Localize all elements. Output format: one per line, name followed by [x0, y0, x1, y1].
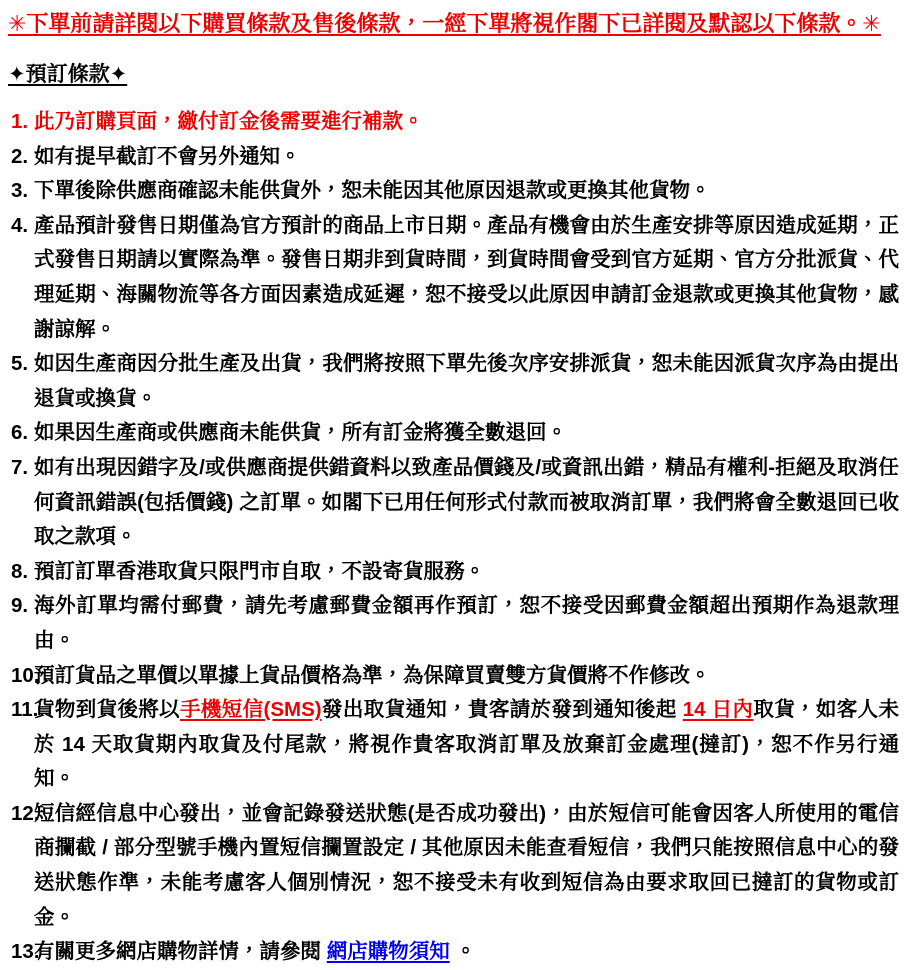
term-text: 有關更多網店購物詳情，請參閱 [34, 940, 327, 964]
terms-list [6, 105, 899, 970]
term-text: 海外訂單均需付郵費，請先考慮郵費金額再作預訂，恕不接受因郵費金額超出預期作為退款理由。 [34, 594, 899, 652]
pre-order-warning-header: ✳下單前請詳閱以下購買條款及售後條款，一經下單將視作閣下已詳閱及默認以下條款。✳ [8, 11, 881, 36]
term-item [11, 935, 899, 970]
shop-notice-link[interactable]: 網店購物須知 [326, 940, 450, 964]
term-text: 貨物到貨後將以 [34, 698, 181, 722]
term-item [11, 693, 899, 797]
term-item [11, 659, 899, 694]
red-highlight: 手機短信(SMS) [180, 698, 322, 722]
term-item [11, 451, 899, 555]
term-item [11, 209, 899, 347]
term-text: 預訂訂單香港取貨只限門市自取，不設寄貨服務。 [34, 559, 485, 583]
term-text: 。 [449, 940, 476, 964]
term-text: 如因生產商因分批生產及出貨，我們將按照下單先後次序安排派貨，恕未能因派貨次序為由提出退貨或換貨。 [34, 352, 899, 410]
term-text: 此乃訂購頁面，繳付訂金後需要進行補款。 [34, 110, 424, 133]
term-item [11, 555, 899, 590]
term-text: 預訂貨品之單價以單據上貨品價格為準，為保障買賣雙方貨價將不作修改。 [34, 663, 711, 687]
term-text: 如有出現因錯字及/或供應商提供錯資料以致產品價錢及/或資訊出錯，精品有權利-拒絕及取消任何資訊錯誤(包括價錢) 之訂單。如閣下已用任何形式付款而被取消訂單，我們將會全數退回已收取之款項。 [34, 455, 899, 549]
term-text: 發出取貨通知，貴客請於發到通知後起 [321, 698, 683, 722]
term-text: 如有提早截訂不會另外通知。 [34, 144, 301, 168]
term-text: 下單後除供應商確認未能供貨外，恕未能因其他原因退款或更換其他貨物。 [34, 179, 711, 203]
red-highlight: 14 日內 [682, 698, 754, 722]
term-item [11, 797, 899, 935]
term-item [11, 174, 899, 209]
term-text: 取貨，如客人未於 14 天取貨期內取貨及付尾款，將視作貴客取消訂單及放棄訂金處理(撻訂)，恕不作另行通知。 [34, 698, 900, 791]
term-item [11, 347, 899, 416]
term-item [11, 105, 899, 140]
term-text: 產品預計發售日期僅為官方預計的商品上市日期。產品有機會由於生產安排等原因造成延期，正式發售日期請以實際為準。發售日期非到貨時間，到貨時間會受到官方延期、官方分批派貨、代理延期、海關物流等各方面因素造成延遲，恕不接受以此原因申請訂金退款或更換其他貨物，感謝諒解。 [34, 213, 899, 341]
term-text: 如果因生產商或供應商未能供貨，所有訂金將獲全數退回。 [34, 421, 567, 445]
term-item [11, 589, 899, 658]
term-item [11, 140, 899, 175]
section-title-preorder-terms: ✦預訂條款✦ [8, 63, 128, 86]
term-item [11, 416, 899, 451]
term-text: 短信經信息中心發出，並會記錄發送狀態(是否成功發出)，由於短信可能會因客人所使用的電信商攔截 / 部分型號手機內置短信攔置設定 / 其他原因未能查看短信，我們只能按照信息中心的發送狀態作準，未能考慮客人個別情況，恕不接受未有收到短信為由要求取回已撻訂的貨物或訂金。 [34, 801, 899, 929]
